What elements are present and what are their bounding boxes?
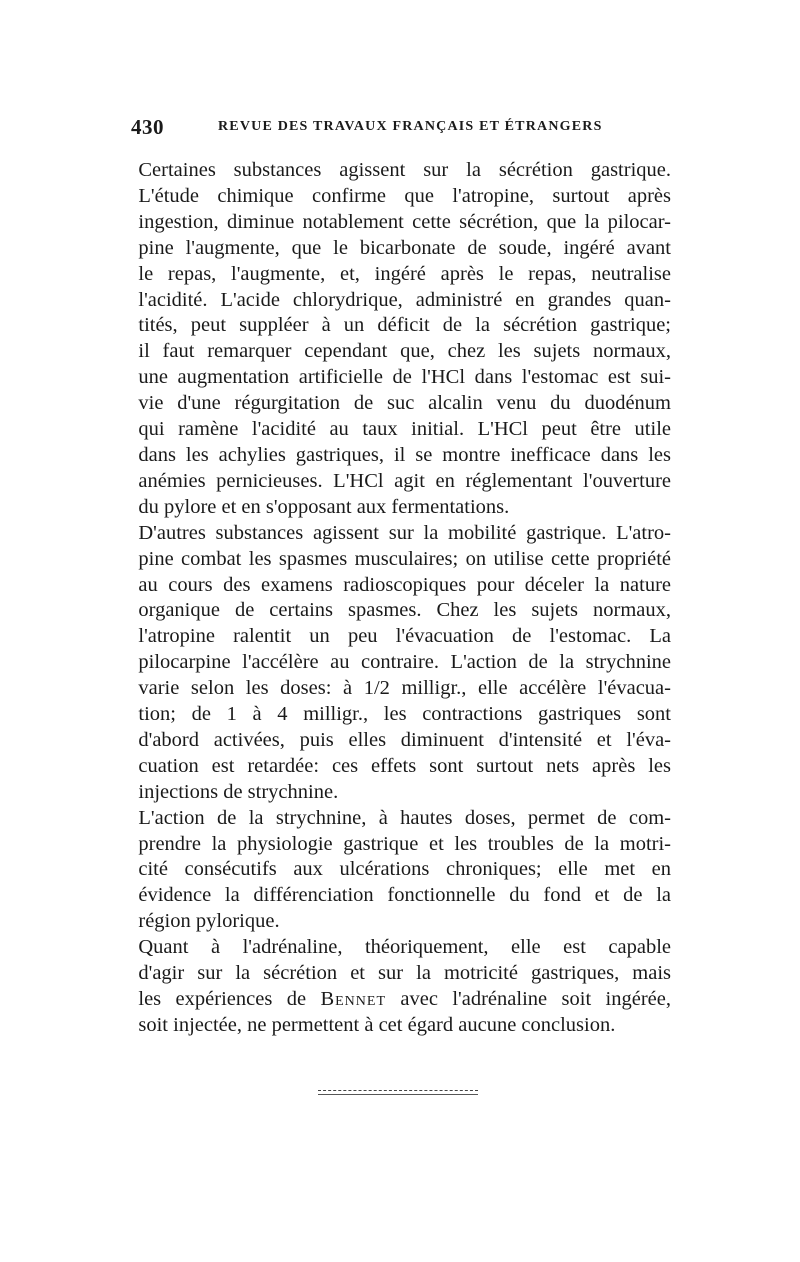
text-line: il faut remarquer cependant que, chez les sujets normaux, <box>138 340 671 363</box>
text-line: cité consécutifs aux ulcérations chroniques; elle met en <box>138 858 671 881</box>
author-name: Bennet <box>320 988 387 1010</box>
text-line: Quant à l'adrénaline, théoriquement, elle est capable <box>138 936 671 959</box>
text-line: d'abord activées, puis elles diminuent d'intensité et l'éva- <box>138 728 671 751</box>
text-line: dans les achylies gastriques, il se montre inefficace dans les <box>138 443 671 466</box>
text-line: région pylorique. <box>138 910 280 933</box>
text-line: ingestion, diminue notablement cette sécrétion, que la pilocar- <box>138 210 671 233</box>
text-line: d'agir sur la sécrétion et sur la motricité gastriques, mais <box>138 962 671 985</box>
text-fragment: avec l'adrénaline soit ingérée, <box>386 988 671 1010</box>
text-line: L'étude chimique confirme que l'atropine, surtout après <box>138 184 671 207</box>
text-line: varie selon les doses: à 1/2 milligr., elle accélère l'évacua- <box>138 677 671 700</box>
end-rule-underline <box>318 1094 478 1095</box>
text-line: D'autres substances agissent sur la mobilité gastrique. L'atro- <box>138 521 671 544</box>
text-line: une augmentation artificielle de l'HCl dans l'estomac est sui- <box>138 366 671 389</box>
text-line: pine combat les spasmes musculaires; on utilise cette propriété <box>138 547 671 570</box>
text-line: tités, peut suppléer à un déficit de la sécrétion gastrique; <box>138 314 671 337</box>
text-line: du pylore et en s'opposant aux fermentations. <box>138 495 510 518</box>
text-line: l'acidité. L'acide chlorydrique, administré en grandes quan- <box>138 288 671 311</box>
text-fragment: les expériences de <box>138 988 321 1010</box>
text-line: qui ramène l'acidité au taux initial. L'HCl peut être utile <box>138 418 671 441</box>
page-header <box>131 115 671 139</box>
text-line: l'atropine ralentit un peu l'évacuation de l'estomac. La <box>138 625 671 648</box>
text-line: vie d'une régurgitation de suc alcalin venu du duodénum <box>138 392 671 415</box>
paragraph <box>131 806 671 936</box>
paragraph <box>131 521 671 806</box>
text-line: L'action de la strychnine, à hautes doses, permet de com- <box>138 806 671 829</box>
text-line: évidence la différenciation fonctionnelle du fond et de la <box>138 884 671 907</box>
text-line: pilocarpine l'accélère au contraire. L'action de la strychnine <box>138 651 671 674</box>
text-line <box>131 987 671 1013</box>
text-line: Certaines substances agissent sur la sécrétion gastrique. <box>138 159 671 181</box>
text-line: organique de certains spasmes. Chez les sujets normaux, <box>138 599 671 622</box>
text-line: le repas, l'augmente, et, ingéré après le repas, neutralise <box>138 262 671 285</box>
paragraph <box>131 935 671 1039</box>
text-line: cuation est retardée: ces effets sont surtout nets après les <box>138 754 671 777</box>
text-line: prendre la physiologie gastrique et les troubles de la motri- <box>138 832 671 855</box>
running-head: REVUE DES TRAVAUX FRANÇAIS ET ÉTRANGERS <box>218 119 603 134</box>
text-line: au cours des examens radioscopiques pour déceler la nature <box>138 573 671 596</box>
text-line: injections de strychnine. <box>138 780 339 803</box>
text-line: anémies pernicieuses. L'HCl agit en réglementant l'ouverture <box>138 469 671 492</box>
text-line: pine l'augmente, que le bicarbonate de soude, ingéré avant <box>138 236 671 259</box>
paragraph <box>131 158 671 521</box>
page-number: 430 <box>131 115 164 139</box>
text-line: tion; de 1 à 4 milligr., les contractions gastriques sont <box>138 703 671 726</box>
text-line: soit injectée, ne permettent à cet égard aucune conclusion. <box>138 1013 616 1036</box>
body-text <box>131 158 671 1039</box>
end-rule <box>318 1090 478 1091</box>
